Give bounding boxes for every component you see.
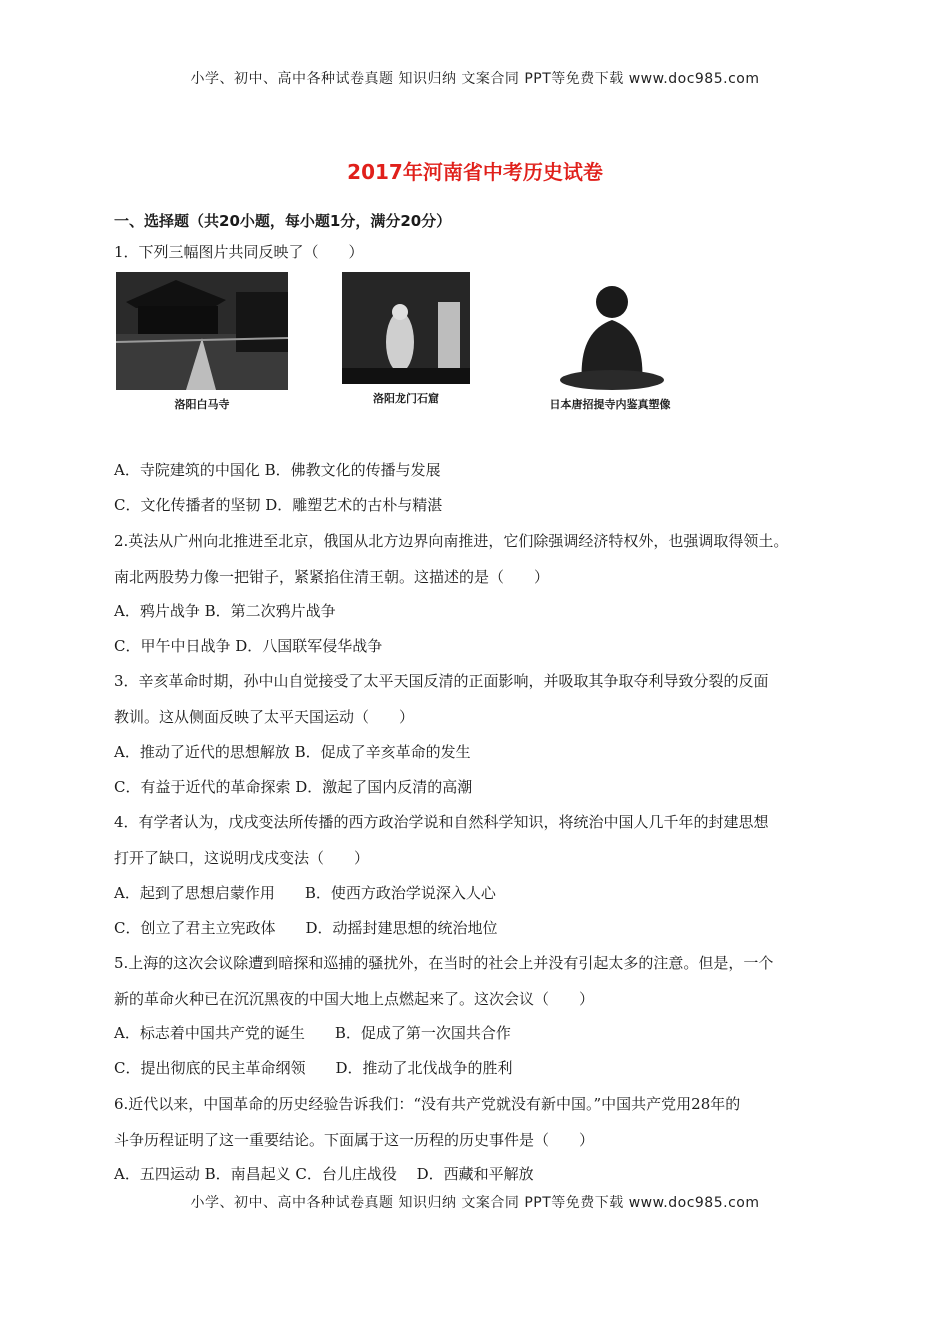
question-line: 新的革命火种已在沉沉黑夜的中国大地上点燃起来了。这次会议（ ）	[114, 990, 595, 1008]
question-line: 3．辛亥革命时期，孙中山自觉接受了太平天国反清的正面影响，并吸取其争取夺利导致分裂的反面	[114, 672, 769, 690]
option-line: C．甲午中日战争 D．八国联军侵华战争	[114, 637, 383, 655]
option-line: C．文化传播者的坚韧 D．雕塑艺术的古朴与精湛	[114, 496, 443, 514]
figure-jianzhen-statue	[530, 272, 690, 412]
option-line: A．起到了思想启蒙作用 B．使西方政治学说深入人心	[114, 884, 496, 902]
question-line: 2.英法从广州向北推进至北京，俄国从北方边界向南推进，它们除强调经济特权外，也强调取得领土。	[114, 532, 789, 550]
grotto-photo	[342, 272, 470, 384]
option-line: A．标志着中国共产党的诞生 B．促成了第一次国共合作	[114, 1024, 511, 1042]
figure-baima-temple	[116, 272, 288, 412]
figure-caption: 洛阳白马寺	[174, 398, 230, 411]
question-line: 4．有学者认为，戊戌变法所传播的西方政治学说和自然科学知识，将统治中国人几千年的封建思想	[114, 813, 769, 831]
option-line: A．五四运动 B．南昌起义 C．台儿庄战役 D．西藏和平解放	[114, 1165, 534, 1183]
question-line: 教训。这从侧面反映了太平天国运动（ ）	[114, 708, 415, 726]
question-line: 南北两股势力像一把钳子，紧紧掐住清王朝。这描述的是（ ）	[114, 568, 550, 586]
option-line: A．推动了近代的思想解放 B．促成了辛亥革命的发生	[114, 743, 471, 761]
option-line: C．创立了君主立宪政体 D．动摇封建思想的统治地位	[114, 919, 498, 937]
figure-longmen-grottoes	[342, 272, 470, 406]
option-line: C．有益于近代的革命探索 D．激起了国内反清的高潮	[114, 778, 473, 796]
section-heading: 一、选择题（共20小题，每小题1分，满分20分）	[114, 212, 452, 230]
question-line: 6.近代以来，中国革命的历史经验告诉我们：“没有共产党就没有新中国。”中国共产党用28年的	[114, 1095, 741, 1113]
page-header: 小学、初中、高中各种试卷真题 知识归纳 文案合同 PPT等免费下载 www.doc985.com	[190, 71, 760, 87]
page-title: 2017年河南省中考历史试卷	[347, 160, 603, 184]
question-line: 斗争历程证明了这一重要结论。下面属于这一历程的历史事件是（ ）	[114, 1131, 595, 1149]
option-line: C．提出彻底的民主革命纲领 D．推动了北伐战争的胜利	[114, 1059, 513, 1077]
figure-caption: 日本唐招提寺内鉴真塑像	[549, 398, 671, 411]
option-line: A．寺院建筑的中国化 B．佛教文化的传播与发展	[114, 461, 441, 479]
question-line: 打开了缺口，这说明戊戌变法（ ）	[114, 849, 370, 867]
temple-photo	[116, 272, 288, 390]
option-line: A．鸦片战争 B．第二次鸦片战争	[114, 602, 336, 620]
question-line: 1．下列三幅图片共同反映了（ ）	[114, 243, 364, 261]
statue-photo	[530, 272, 690, 390]
page-footer: 小学、初中、高中各种试卷真题 知识归纳 文案合同 PPT等免费下载 www.doc985.com	[190, 1195, 760, 1211]
figure-caption: 洛阳龙门石窟	[373, 392, 439, 405]
question-line: 5.上海的这次会议除遭到暗探和巡捕的骚扰外，在当时的社会上并没有引起太多的注意。但是，一个	[114, 954, 774, 972]
